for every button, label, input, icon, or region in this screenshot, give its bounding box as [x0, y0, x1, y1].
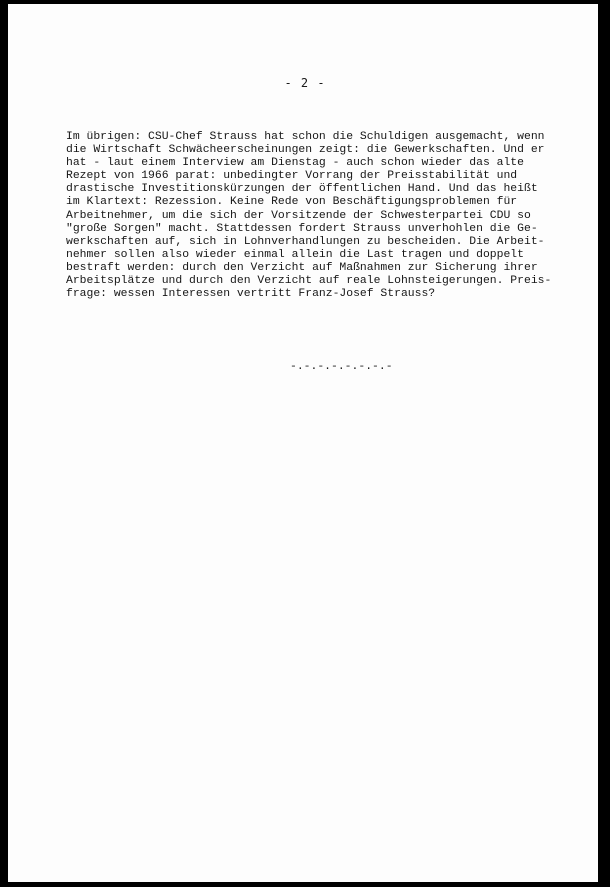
text-line: Rezept von 1966 parat: unbedingter Vorrang der Preisstabilität und [66, 170, 518, 183]
text-line: Arbeitsplätze und durch den Verzicht auf reale Lohnsteigerungen. Preis- [66, 275, 552, 288]
text-line: bestraft werden: durch den Verzicht auf Maßnahmen zur Sicherung ihrer [66, 261, 538, 274]
text-line: Im übrigen: CSU-Chef Strauss hat schon die Schuldigen ausgemacht, wenn [66, 131, 545, 143]
text-line: frage: wessen Interessen vertritt Franz-Josef Strauss? [66, 288, 436, 301]
text-line: die Wirtschaft Schwächeerscheinungen zeigt: die Gewerkschaften. Und er [66, 144, 545, 157]
text-line: drastische Investitionskürzungen der öffentlichen Hand. Und das heißt [66, 183, 538, 196]
text-line: hat - laut einem Interview am Dienstag - auch schon wieder das alte [66, 157, 524, 170]
text-line: nehmer sollen also wieder einmal allein die Last tragen und doppelt [66, 248, 524, 261]
text-line: im Klartext: Rezession. Keine Rede von Beschäftigungsproblemen für [66, 196, 518, 209]
text-line: "große Sorgen" macht. Stattdessen fordert Strauss unverhohlen die Ge- [66, 222, 538, 235]
section-separator: -.-.-.-.-.-.-.- [290, 361, 393, 373]
body-paragraph [66, 131, 586, 301]
text-line: Arbeitnehmer, um die sich der Vorsitzende der Schwesterpartei CDU so [66, 209, 531, 222]
page-number: - 2 - [284, 76, 326, 90]
text-line: werkschaften auf, sich in Lohnverhandlungen zu bescheiden. Die Arbeit- [66, 235, 545, 248]
